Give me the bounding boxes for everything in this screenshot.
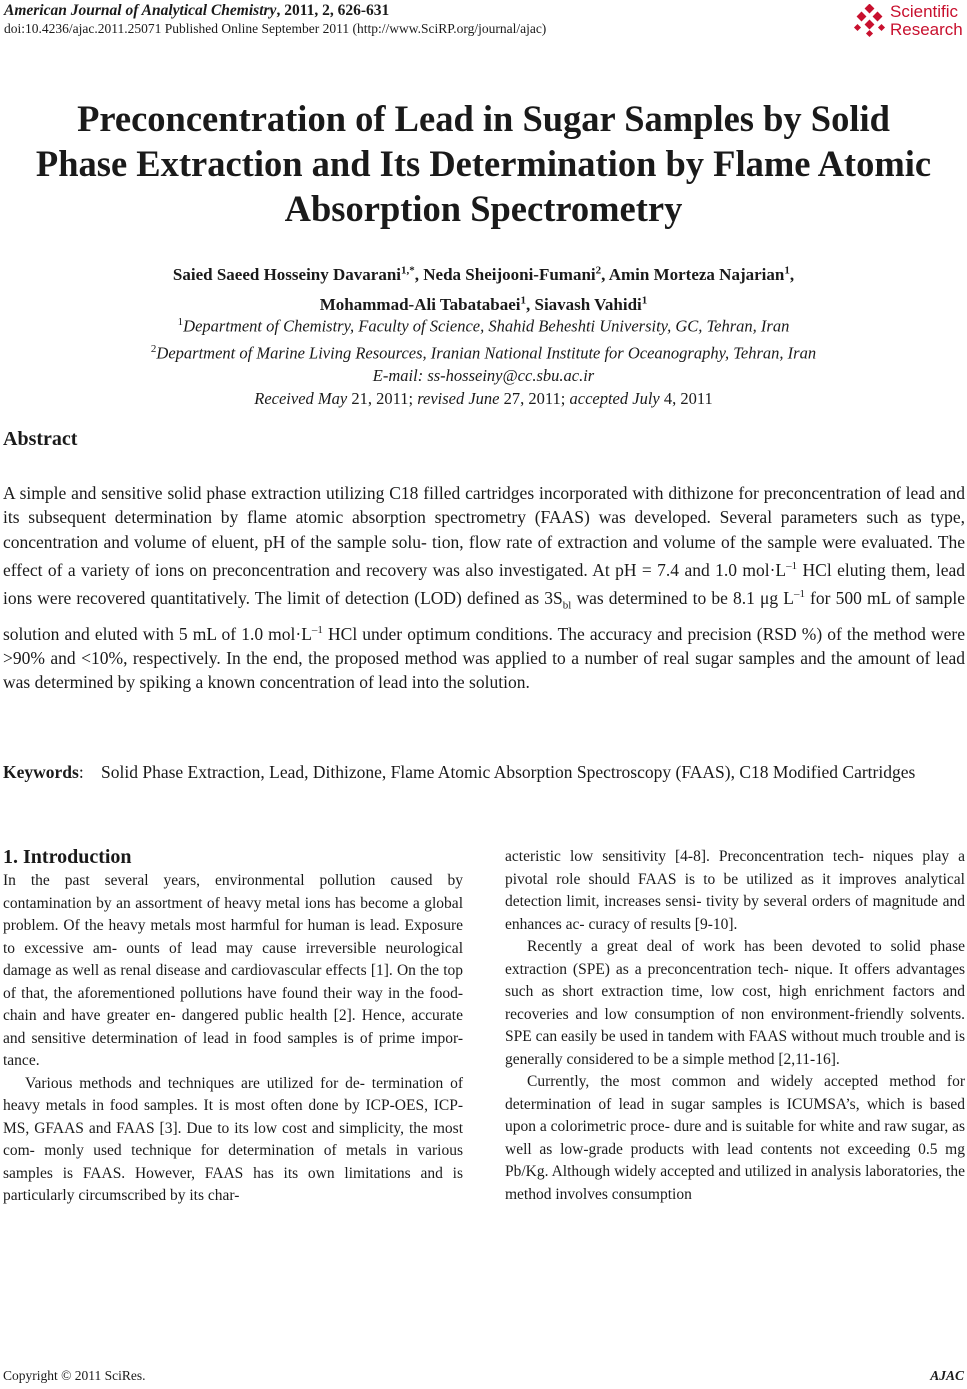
journal-name: American Journal of Analytical Chemistry — [4, 2, 277, 19]
logo-line-1: Scientific — [890, 2, 959, 21]
affiliation-1: $^1$Department of Chemistry, Faculty of Science, Shahid Beheshti University, GC, Tehran, Iran — [177, 316, 790, 336]
author: Saied Saeed Hosseiny Davarani$^{1,*}$, — [172, 264, 424, 284]
affiliations — [10, 311, 957, 410]
volume-info: , 2011, 2, 626-631 — [276, 2, 390, 19]
column-left — [3, 870, 463, 1208]
paragraph: acteristic low sensitivity [4-8]. Preconcentration tech- niques play a pivotal role should FAAS is to be utilized as it improves analytical detection limit, increases sensi- tivity by several orders of magnitude and enhances ac- curacy of results [9-10]. — [505, 848, 965, 933]
author: Amin Morteza Najarian$^1$, — [608, 264, 795, 284]
scientific-research-logo-icon — [852, 4, 886, 38]
keywords: Keywords: Solid Phase Extraction, Lead, Dithizone, Flame Atomic Absorption Spectroscopy (FAAS), C18 Modified Cartridges — [3, 760, 84, 785]
paragraph: Various methods and techniques are utilized for de- termination of heavy metals in food samples. It is most often done by ICP-OES, ICP-MS, GFAAS and FAAS [3]. Due to its low cost and simplicity, the most com- monly used technique for determination of metals in various samples is FAAS. However, FAAS has its own limitations and is particularly circumscribed by its char- — [3, 1074, 463, 1204]
email-line: E-mail: ss-hosseiny@cc.sbu.ac.ir — [372, 366, 595, 385]
page-footer — [3, 1368, 964, 1384]
publisher-logo — [852, 2, 966, 42]
dates-line: Received May 21, 2011; revised June 27, 2011; accepted July 4, 2011 — [254, 389, 713, 408]
keywords-label: Keywords — [3, 762, 79, 782]
introduction-heading: 1. Introduction — [3, 846, 132, 868]
paragraph: In the past several years, environmental pollution caused by contamination by an assortment of heavy metal ions has become a global problem. Of the heavy metals most harmful for human is lead. Exposure to excessive am- ounts of lead may cause irreversible neurological damage as well as renal disease and cardiovascular effects [1]. On the top of that, the aforementioned pollutions have found their way in the food-chain and have greater en- dangered public health [2]. Hence, accurate and sensitive determination of lead in food samples is of prime impor- tance. — [3, 872, 463, 1069]
abstract-text: A simple and sensitive solid phase extraction utilizing C18 filled cartridges incorporated with dithizone for preconcentration of lead and its subsequent determination by flame atomic absorption spectrometry (FAAS) was developed. Several parameters such as type, concentration and volume of eluent, pH of the sample solu- tion, flow rate of extraction and volume of the sample were evaluated. The effect of a variety of ions on preconcentration and recovery was also investigated. At pH = 7.4 and 1.0 $mol\cdot L^{-1}$ HCl eluting them, lead ions were recovered quantitatively. The limit of detection (LOD) defined as $3S_{bl}$ was determined to be 8.1 μg $L^{-1}$ for 500 mL of sample solution and eluted with 5 mL of 1.0 $mol\cdot L^{-1}$ HCl under optimum conditions. The accuracy and precision (RSD %) of the method were >90% and <10%, respectively. In the end, the proposed method was applied to a number of real sugar samples and the amount of lead was determined by spiking a known concentration of lead into the solution. — [3, 483, 965, 693]
journal-abbreviation: AJAC — [930, 1368, 964, 1383]
author-list — [20, 257, 947, 318]
keywords-values: Solid Phase Extraction, Lead, Dithizone, Flame Atomic Absorption Spectroscopy (FAAS), C18 Modified Cartridges — [101, 762, 916, 782]
author: Siavash Vahidi$^1$ — [534, 294, 648, 315]
journal-citation — [4, 2, 546, 20]
paper-title: Preconcentration of Lead in Sugar Samples by Solid Phase Extraction and Its Determination by Flame Atomic Absorption Spectrometry — [35, 98, 932, 229]
abstract-heading: Abstract — [3, 428, 78, 450]
column-right — [505, 846, 965, 1206]
logo-line-2: Research — [890, 20, 963, 39]
copyright: Copyright © 2011 SciRes. — [3, 1368, 146, 1383]
affiliation-2: $^2$Department of Marine Living Resources, Iranian National Institute for Oceanography, Tehran, Iran — [150, 342, 817, 362]
author: Neda Sheijooni-Fumani$^2$, — [423, 264, 609, 284]
paragraph: Recently a great deal of work has been devoted to solid phase extraction (SPE) as a preconcentration tech- nique. It offers advantages such as short extraction time, low cost, high enrichment factors and recoveries and low consumption of non environment-friendly solvents. SPE can easily be used in tandem with FAAS without much trouble and is generally considered to be a simple method [2,11-16]. — [505, 938, 965, 1068]
journal-header — [4, 2, 546, 38]
author: Mohammad-Ali Tabatabaei$^1$, — [319, 294, 535, 315]
paragraph: Currently, the most common and widely accepted method for determination of lead in sugar samples is ICUMSA’s, which is based upon a colorimetric proce- dure and is suitable for white and raw sugar, as well as low-grade products with lead contents not exceeding 0.5 mg Pb/Kg. Although widely accepted and utilized in analysis laboratories, the method involves consumption — [505, 1073, 965, 1203]
doi-line: doi:10.4236/ajac.2011.25071 Published Online September 2011 (http://www.SciRP.org/journal/ajac) — [4, 21, 547, 36]
